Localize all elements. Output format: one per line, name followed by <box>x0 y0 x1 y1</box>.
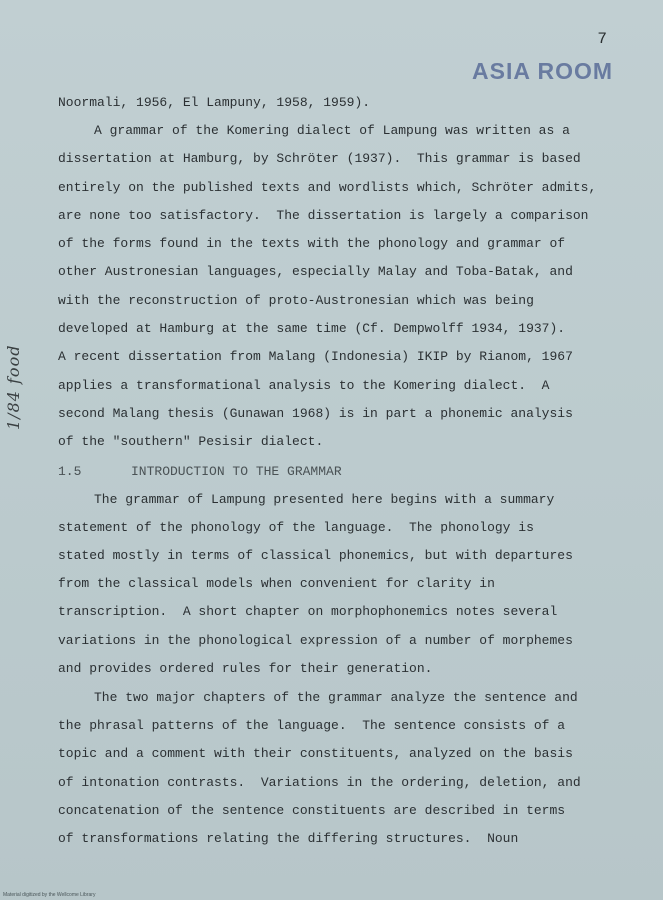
text-line: other Austronesian languages, especially Malay and Toba-Batak, and <box>58 264 573 279</box>
text-line: A grammar of the Komering dialect of Lampung was written as a <box>94 123 570 138</box>
section-number: 1.5 <box>58 464 82 479</box>
text-line: of transformations relating the differing structures. Noun <box>58 831 519 846</box>
page-number: 7 <box>597 30 607 48</box>
text-line: statement of the phonology of the language. The phonology is <box>58 520 534 535</box>
asia-room-stamp: ASIA ROOM <box>472 58 614 84</box>
text-line: variations in the phonological expression of a number of morphemes <box>58 633 573 648</box>
text-line: of the "southern" Pesisir dialect. <box>58 434 324 449</box>
footer-credit: Material digitized by the Wellcome Library <box>3 892 96 898</box>
text-line: transcription. A short chapter on morphophonemics notes several <box>58 604 558 619</box>
text-line: A recent dissertation from Malang (Indonesia) IKIP by Rianom, 1967 <box>58 349 573 364</box>
text-line: developed at Hamburg at the same time (Cf. Dempwolff 1934, 1937). <box>58 321 566 336</box>
section-title: INTRODUCTION TO THE GRAMMAR <box>131 464 342 479</box>
text-line: of the forms found in the texts with the phonology and grammar of <box>58 236 566 251</box>
text-line: stated mostly in terms of classical phonemics, but with departures <box>58 548 573 563</box>
text-line: dissertation at Hamburg, by Schröter (1937). This grammar is based <box>58 151 581 166</box>
text-line: and provides ordered rules for their generation. <box>58 661 433 676</box>
text-line: topic and a comment with their constituents, analyzed on the basis <box>58 746 573 761</box>
text-line: Noormali, 1956, El Lampuny, 1958, 1959). <box>58 95 371 110</box>
text-line: entirely on the published texts and wordlists which, Schröter admits, <box>58 180 597 195</box>
text-line: The grammar of Lampung presented here begins with a summary <box>94 492 555 507</box>
text-line: The two major chapters of the grammar analyze the sentence and <box>94 690 578 705</box>
text-line: second Malang thesis (Gunawan 1968) is in part a phonemic analysis <box>58 406 573 421</box>
handwritten-margin-note: 1/84 food <box>4 344 23 430</box>
text-line: applies a transformational analysis to the Komering dialect. A <box>58 378 550 393</box>
text-line: the phrasal patterns of the language. The sentence consists of a <box>58 718 566 733</box>
text-line: are none too satisfactory. The dissertation is largely a comparison <box>58 208 589 223</box>
text-line: of intonation contrasts. Variations in the ordering, deletion, and <box>58 775 581 790</box>
text-line: with the reconstruction of proto-Austronesian which was being <box>58 293 534 308</box>
text-line: concatenation of the sentence constituents are described in terms <box>58 803 566 818</box>
text-line: from the classical models when convenient for clarity in <box>58 576 495 591</box>
